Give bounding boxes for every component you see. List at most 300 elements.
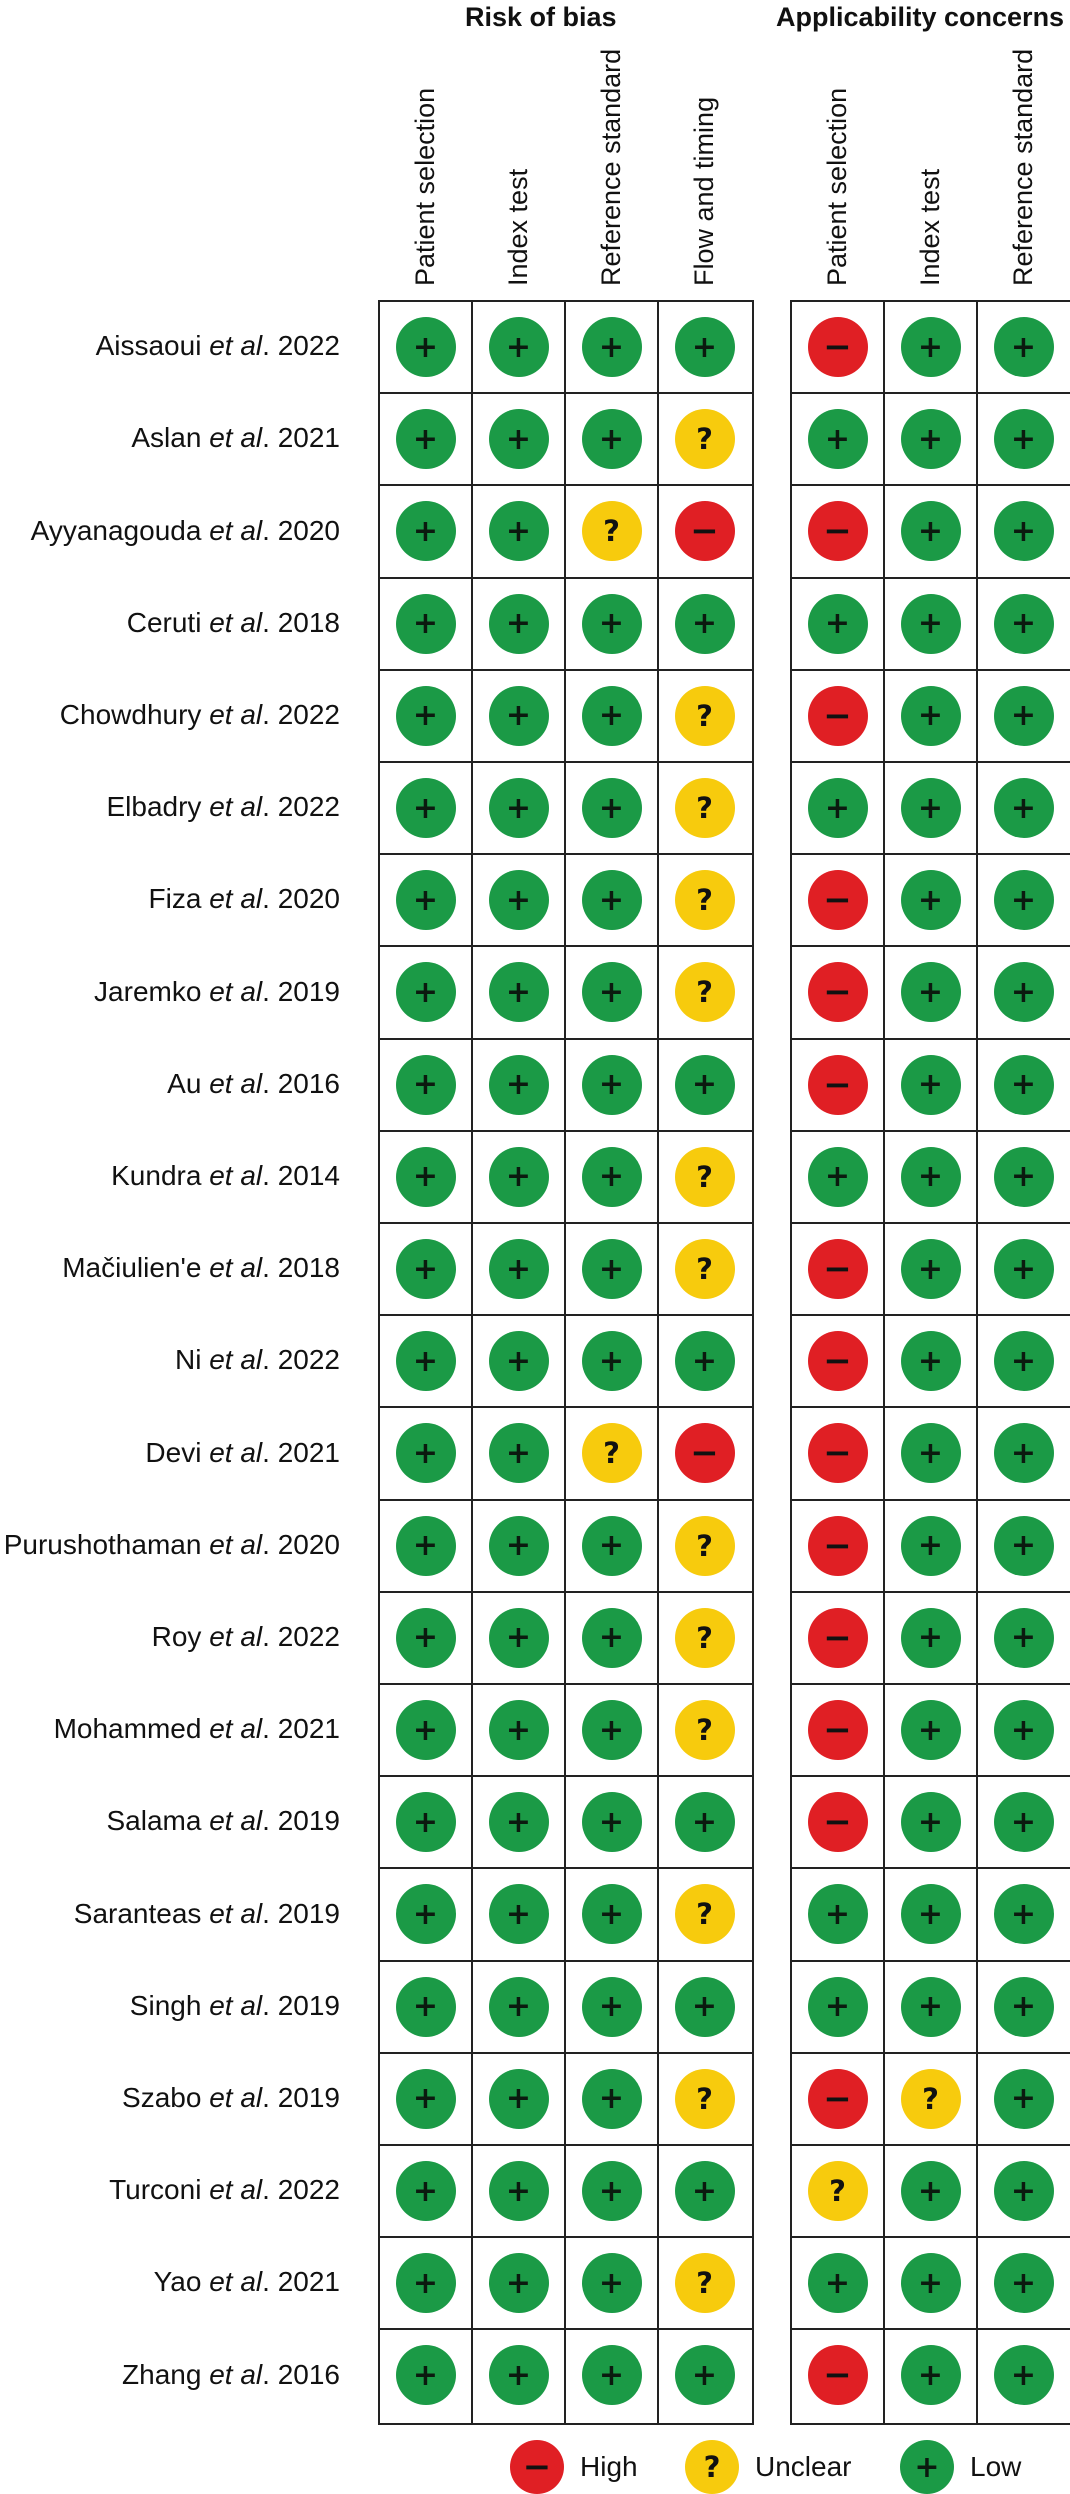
study-year: . 2016 — [262, 2358, 340, 2390]
low-risk-mark: + — [489, 1608, 549, 1668]
column-header-label: Index test — [914, 168, 945, 286]
risk-of-bias-cell — [473, 1132, 566, 1224]
high-risk-mark: − — [808, 2069, 868, 2129]
risk-of-bias-cell — [380, 1132, 473, 1224]
study-label — [0, 2078, 340, 2118]
applicability-cell — [885, 1132, 978, 1224]
risk-of-bias-cell — [659, 671, 752, 763]
study-year: . 2019 — [262, 1897, 340, 1929]
low-risk-mark: + — [901, 1977, 961, 2037]
applicability-cell — [885, 1869, 978, 1961]
study-label — [0, 787, 340, 827]
unclear-risk-mark: ? — [675, 2253, 735, 2313]
applicability-cell — [885, 302, 978, 394]
legend-item-low — [900, 2440, 1021, 2494]
study-year: . 2022 — [262, 2174, 340, 2206]
applicability-cell — [978, 1501, 1070, 1593]
legend-item-unclear — [685, 2440, 851, 2494]
low-risk-mark: + — [582, 1977, 642, 2037]
applicability-cell — [885, 2238, 978, 2330]
low-risk-mark: + — [396, 2345, 456, 2405]
study-etal: et al — [209, 422, 263, 454]
unclear-risk-mark: ? — [582, 501, 642, 561]
study-year: . 2019 — [262, 1805, 340, 1837]
low-risk-mark: + — [901, 1147, 961, 1207]
low-risk-mark: + — [489, 409, 549, 469]
study-author: Mohammed — [53, 1713, 210, 1745]
risk-of-bias-title: Risk of bias — [465, 2, 617, 32]
low-risk-mark: + — [582, 1239, 642, 1299]
low-risk-mark: + — [994, 317, 1054, 377]
low-risk-mark: + — [675, 2161, 735, 2221]
low-risk-mark: + — [808, 778, 868, 838]
low-risk-mark: + — [994, 962, 1054, 1022]
risk-of-bias-cell — [566, 579, 659, 671]
risk-of-bias-cell — [473, 1593, 566, 1685]
low-risk-mark: + — [675, 1055, 735, 1115]
applicability-cell — [792, 1408, 885, 1500]
low-risk-mark: + — [901, 2345, 961, 2405]
low-risk-mark: + — [808, 594, 868, 654]
risk-of-bias-cell — [380, 2054, 473, 2146]
applicability-cell — [792, 1593, 885, 1685]
applicability-cell — [885, 1501, 978, 1593]
risk-of-bias-cell — [473, 1408, 566, 1500]
risk-of-bias-cell — [566, 1501, 659, 1593]
low-risk-mark: + — [396, 2253, 456, 2313]
study-label — [0, 326, 340, 366]
applicability-cell — [978, 2238, 1070, 2330]
study-author: Ni — [174, 1344, 210, 1376]
risk-of-bias-cell — [566, 302, 659, 394]
risk-of-bias-cell — [380, 671, 473, 763]
low-risk-mark: + — [901, 1792, 961, 1852]
applicability-column-header — [817, 0, 857, 290]
study-label — [0, 1340, 340, 1380]
risk-of-bias-cell — [380, 1777, 473, 1869]
high-risk-mark: − — [808, 2345, 868, 2405]
study-label — [0, 1986, 340, 2026]
low-risk-mark: + — [675, 2345, 735, 2405]
study-author: Ceruti — [126, 606, 210, 638]
low-risk-mark: + — [675, 594, 735, 654]
low-risk-mark: + — [489, 594, 549, 654]
study-author: Kundra — [111, 1159, 210, 1191]
study-label — [0, 1248, 340, 1288]
study-year: . 2020 — [262, 1528, 340, 1560]
low-risk-mark: + — [808, 1977, 868, 2037]
study-author: Purushothaman — [3, 1528, 210, 1560]
low-risk-mark: + — [582, 1700, 642, 1760]
low-risk-mark: + — [582, 1792, 642, 1852]
low-risk-mark: + — [994, 594, 1054, 654]
low-risk-mark: + — [396, 1792, 456, 1852]
study-etal: et al — [209, 606, 263, 638]
applicability-cell — [978, 1777, 1070, 1869]
low-risk-mark: + — [901, 1608, 961, 1668]
risk-of-bias-cell — [659, 1777, 752, 1869]
low-risk-mark: + — [808, 2253, 868, 2313]
applicability-cell — [885, 1777, 978, 1869]
low-risk-mark: + — [489, 2161, 549, 2221]
low-legend-icon: + — [900, 2440, 954, 2494]
study-label — [0, 1525, 340, 1565]
low-risk-mark: + — [396, 594, 456, 654]
unclear-risk-mark: ? — [675, 409, 735, 469]
high-legend-icon: − — [510, 2440, 564, 2494]
applicability-cell — [885, 763, 978, 855]
risk-of-bias-cell — [659, 2330, 752, 2422]
study-etal: et al — [209, 1344, 263, 1376]
low-risk-mark: + — [489, 501, 549, 561]
risk-of-bias-column-header — [591, 0, 631, 290]
low-risk-mark: + — [994, 1147, 1054, 1207]
low-risk-mark: + — [582, 409, 642, 469]
low-risk-mark: + — [582, 1055, 642, 1115]
unclear-risk-mark: ? — [675, 1239, 735, 1299]
low-risk-mark: + — [808, 1884, 868, 1944]
unclear-risk-mark: ? — [675, 1700, 735, 1760]
study-label — [0, 1801, 340, 1841]
risk-of-bias-cell — [659, 1132, 752, 1224]
study-author: Saranteas — [73, 1897, 210, 1929]
study-author: Aslan — [131, 422, 210, 454]
low-risk-mark: + — [489, 1423, 549, 1483]
risk-of-bias-cell — [566, 394, 659, 486]
risk-of-bias-cell — [380, 1962, 473, 2054]
risk-of-bias-cell — [380, 1501, 473, 1593]
applicability-cell — [792, 1962, 885, 2054]
low-risk-mark: + — [994, 501, 1054, 561]
low-risk-mark: + — [489, 962, 549, 1022]
study-year: . 2018 — [262, 606, 340, 638]
applicability-cell — [885, 1962, 978, 2054]
low-risk-mark: + — [994, 2253, 1054, 2313]
study-author: Fiza — [148, 883, 210, 915]
high-risk-mark: − — [808, 1331, 868, 1391]
risk-of-bias-cell — [473, 1777, 566, 1869]
applicability-cell — [792, 1224, 885, 1316]
unclear-risk-mark: ? — [808, 2161, 868, 2221]
study-label — [0, 1617, 340, 1657]
study-etal: et al — [209, 330, 263, 362]
risk-of-bias-cell — [380, 763, 473, 855]
low-risk-mark: + — [582, 870, 642, 930]
study-author: Jaremko — [94, 975, 210, 1007]
study-etal: et al — [209, 2266, 263, 2298]
low-risk-mark: + — [489, 1884, 549, 1944]
applicability-cell — [792, 947, 885, 1039]
study-etal: et al — [209, 1528, 263, 1560]
legend-label: High — [580, 2451, 638, 2482]
low-risk-mark: + — [396, 2069, 456, 2129]
low-risk-mark: + — [582, 1884, 642, 1944]
column-header-label: Patient selection — [821, 87, 852, 286]
study-label — [0, 1156, 340, 1196]
applicability-cell — [792, 855, 885, 947]
applicability-cell — [792, 486, 885, 578]
column-header-label: Flow and timing — [688, 96, 719, 286]
column-header-label: Reference standard — [595, 48, 626, 286]
applicability-cell — [978, 1224, 1070, 1316]
study-year: . 2022 — [262, 791, 340, 823]
risk-of-bias-cell — [380, 394, 473, 486]
low-risk-mark: + — [489, 778, 549, 838]
applicability-cell — [792, 394, 885, 486]
study-etal: et al — [209, 2358, 263, 2390]
study-year: . 2018 — [262, 1252, 340, 1284]
risk-of-bias-cell — [566, 2330, 659, 2422]
low-risk-mark: + — [582, 962, 642, 1022]
low-risk-mark: + — [994, 2345, 1054, 2405]
risk-of-bias-cell — [473, 1040, 566, 1132]
applicability-cell — [978, 394, 1070, 486]
risk-of-bias-cell — [659, 1501, 752, 1593]
risk-of-bias-cell — [566, 1224, 659, 1316]
risk-of-bias-grid — [378, 300, 754, 2425]
high-risk-mark: − — [808, 501, 868, 561]
low-risk-mark: + — [994, 1700, 1054, 1760]
low-risk-mark: + — [901, 501, 961, 561]
unclear-risk-mark: ? — [675, 1608, 735, 1668]
low-risk-mark: + — [994, 1884, 1054, 1944]
applicability-cell — [792, 2238, 885, 2330]
risk-of-bias-cell — [473, 1685, 566, 1777]
low-risk-mark: + — [994, 1608, 1054, 1668]
risk-of-bias-cell — [566, 671, 659, 763]
low-risk-mark: + — [901, 1423, 961, 1483]
low-risk-mark: + — [901, 1239, 961, 1299]
study-author: Roy — [151, 1620, 210, 1652]
applicability-cell — [792, 1316, 885, 1408]
legend-item-high — [510, 2440, 638, 2494]
low-risk-mark: + — [901, 2253, 961, 2313]
applicability-cell — [792, 2330, 885, 2422]
risk-of-bias-cell — [380, 1316, 473, 1408]
risk-of-bias-cell — [566, 2054, 659, 2146]
applicability-cell — [792, 2146, 885, 2238]
study-year: . 2022 — [262, 1620, 340, 1652]
applicability-cell — [978, 1316, 1070, 1408]
risk-of-bias-cell — [566, 947, 659, 1039]
applicability-grid — [790, 300, 1070, 2425]
study-label — [0, 2262, 340, 2302]
risk-of-bias-cell — [380, 2330, 473, 2422]
applicability-concerns-title: Applicability concerns — [776, 2, 1065, 32]
risk-of-bias-cell — [659, 1685, 752, 1777]
risk-of-bias-cell — [473, 302, 566, 394]
risk-of-bias-cell — [659, 1869, 752, 1961]
study-etal: et al — [209, 2174, 263, 2206]
low-risk-mark: + — [582, 2345, 642, 2405]
study-year: . 2019 — [262, 2081, 340, 2113]
low-risk-mark: + — [489, 1977, 549, 2037]
low-risk-mark: + — [901, 409, 961, 469]
risk-of-bias-cell — [566, 1869, 659, 1961]
study-etal: et al — [209, 883, 263, 915]
risk-of-bias-cell — [380, 1869, 473, 1961]
risk-of-bias-cell — [380, 855, 473, 947]
study-author: Salama — [106, 1805, 210, 1837]
low-risk-mark: + — [675, 1792, 735, 1852]
study-author: Zhang — [122, 2358, 210, 2390]
risk-of-bias-cell — [659, 763, 752, 855]
column-header-label: Patient selection — [409, 87, 440, 286]
study-etal: et al — [209, 1436, 263, 1468]
study-author: Singh — [129, 1989, 210, 2021]
study-etal: et al — [209, 1713, 263, 1745]
low-risk-mark: + — [489, 2253, 549, 2313]
high-risk-mark: − — [808, 1700, 868, 1760]
low-risk-mark: + — [901, 778, 961, 838]
study-author: Elbadry — [106, 791, 210, 823]
unclear-risk-mark: ? — [582, 1423, 642, 1483]
high-risk-mark: − — [808, 1608, 868, 1668]
risk-of-bias-cell — [380, 302, 473, 394]
low-risk-mark: + — [396, 1608, 456, 1668]
applicability-cell — [792, 1685, 885, 1777]
risk-of-bias-column-header — [405, 0, 445, 290]
study-etal: et al — [209, 2081, 263, 2113]
low-risk-mark: + — [489, 686, 549, 746]
applicability-cell — [978, 671, 1070, 763]
risk-of-bias-cell — [659, 302, 752, 394]
low-risk-mark: + — [901, 1055, 961, 1115]
study-year: . 2021 — [262, 1436, 340, 1468]
applicability-cell — [978, 302, 1070, 394]
legend-label: Low — [970, 2451, 1022, 2482]
risk-of-bias-column-header — [498, 0, 538, 290]
high-risk-mark: − — [675, 501, 735, 561]
low-risk-mark: + — [396, 1884, 456, 1944]
applicability-cell — [885, 1593, 978, 1685]
applicability-cell — [978, 2330, 1070, 2422]
study-author: Ayyanagouda — [30, 514, 210, 546]
applicability-cell — [978, 579, 1070, 671]
low-risk-mark: + — [994, 1239, 1054, 1299]
study-etal: et al — [209, 1252, 263, 1284]
risk-of-bias-cell — [659, 2146, 752, 2238]
low-risk-mark: + — [901, 1331, 961, 1391]
risk-of-bias-cell — [380, 486, 473, 578]
risk-of-bias-cell — [473, 1869, 566, 1961]
applicability-column-header — [1003, 0, 1043, 290]
low-risk-mark: + — [396, 1423, 456, 1483]
risk-of-bias-cell — [566, 1685, 659, 1777]
low-risk-mark: + — [675, 1977, 735, 2037]
low-risk-mark: + — [582, 2253, 642, 2313]
study-etal: et al — [209, 1159, 263, 1191]
risk-of-bias-cell — [473, 2146, 566, 2238]
risk-of-bias-cell — [380, 2146, 473, 2238]
low-risk-mark: + — [582, 1147, 642, 1207]
study-author: Yao — [153, 2266, 210, 2298]
applicability-cell — [885, 394, 978, 486]
low-risk-mark: + — [901, 594, 961, 654]
applicability-cell — [792, 1040, 885, 1132]
risk-of-bias-cell — [566, 855, 659, 947]
risk-of-bias-cell — [566, 1962, 659, 2054]
low-risk-mark: + — [994, 409, 1054, 469]
study-year: . 2022 — [262, 330, 340, 362]
applicability-cell — [978, 763, 1070, 855]
risk-of-bias-cell — [659, 1408, 752, 1500]
risk-of-bias-cell — [380, 1040, 473, 1132]
low-risk-mark: + — [396, 1331, 456, 1391]
study-author: Chowdhury — [59, 698, 210, 730]
study-author: Devi — [145, 1436, 210, 1468]
high-risk-mark: − — [808, 1516, 868, 1576]
risk-of-bias-cell — [659, 855, 752, 947]
study-author: Turconi — [109, 2174, 210, 2206]
high-risk-mark: − — [808, 317, 868, 377]
low-risk-mark: + — [396, 1239, 456, 1299]
risk-of-bias-cell — [380, 947, 473, 1039]
risk-of-bias-cell — [566, 1316, 659, 1408]
low-risk-mark: + — [489, 1239, 549, 1299]
risk-of-bias-cell — [473, 2330, 566, 2422]
low-risk-mark: + — [489, 1700, 549, 1760]
applicability-cell — [885, 947, 978, 1039]
study-etal: et al — [209, 1805, 263, 1837]
study-label — [0, 972, 340, 1012]
low-risk-mark: + — [489, 317, 549, 377]
study-year: . 2016 — [262, 1067, 340, 1099]
risk-of-bias-cell — [566, 1040, 659, 1132]
low-risk-mark: + — [901, 317, 961, 377]
risk-of-bias-cell — [659, 1224, 752, 1316]
low-risk-mark: + — [582, 594, 642, 654]
low-risk-mark: + — [489, 1331, 549, 1391]
low-risk-mark: + — [901, 1884, 961, 1944]
applicability-cell — [978, 947, 1070, 1039]
low-risk-mark: + — [994, 1792, 1054, 1852]
high-risk-mark: − — [808, 1792, 868, 1852]
risk-of-bias-cell — [659, 579, 752, 671]
low-risk-mark: + — [489, 1516, 549, 1576]
applicability-cell — [792, 1501, 885, 1593]
high-risk-mark: − — [808, 1239, 868, 1299]
study-label — [0, 2355, 340, 2395]
high-risk-mark: − — [808, 962, 868, 1022]
unclear-risk-mark: ? — [901, 2069, 961, 2129]
low-risk-mark: + — [994, 1055, 1054, 1115]
applicability-cell — [978, 1593, 1070, 1685]
study-label — [0, 1709, 340, 1749]
risk-of-bias-cell — [473, 486, 566, 578]
low-risk-mark: + — [396, 1147, 456, 1207]
low-risk-mark: + — [489, 1055, 549, 1115]
column-header-label: Index test — [502, 168, 533, 286]
study-label — [0, 603, 340, 643]
applicability-cell — [978, 1869, 1070, 1961]
applicability-cell — [978, 2146, 1070, 2238]
risk-of-bias-cell — [566, 763, 659, 855]
applicability-cell — [885, 2330, 978, 2422]
risk-of-bias-cell — [473, 579, 566, 671]
risk-of-bias-cell — [566, 2146, 659, 2238]
risk-of-bias-cell — [659, 1962, 752, 2054]
low-risk-mark: + — [582, 778, 642, 838]
study-label — [0, 2170, 340, 2210]
risk-of-bias-cell — [473, 671, 566, 763]
study-year: . 2022 — [262, 698, 340, 730]
applicability-cell — [792, 302, 885, 394]
low-risk-mark: + — [582, 686, 642, 746]
study-etal: et al — [209, 975, 263, 1007]
applicability-cell — [978, 1132, 1070, 1224]
low-risk-mark: + — [994, 2161, 1054, 2221]
